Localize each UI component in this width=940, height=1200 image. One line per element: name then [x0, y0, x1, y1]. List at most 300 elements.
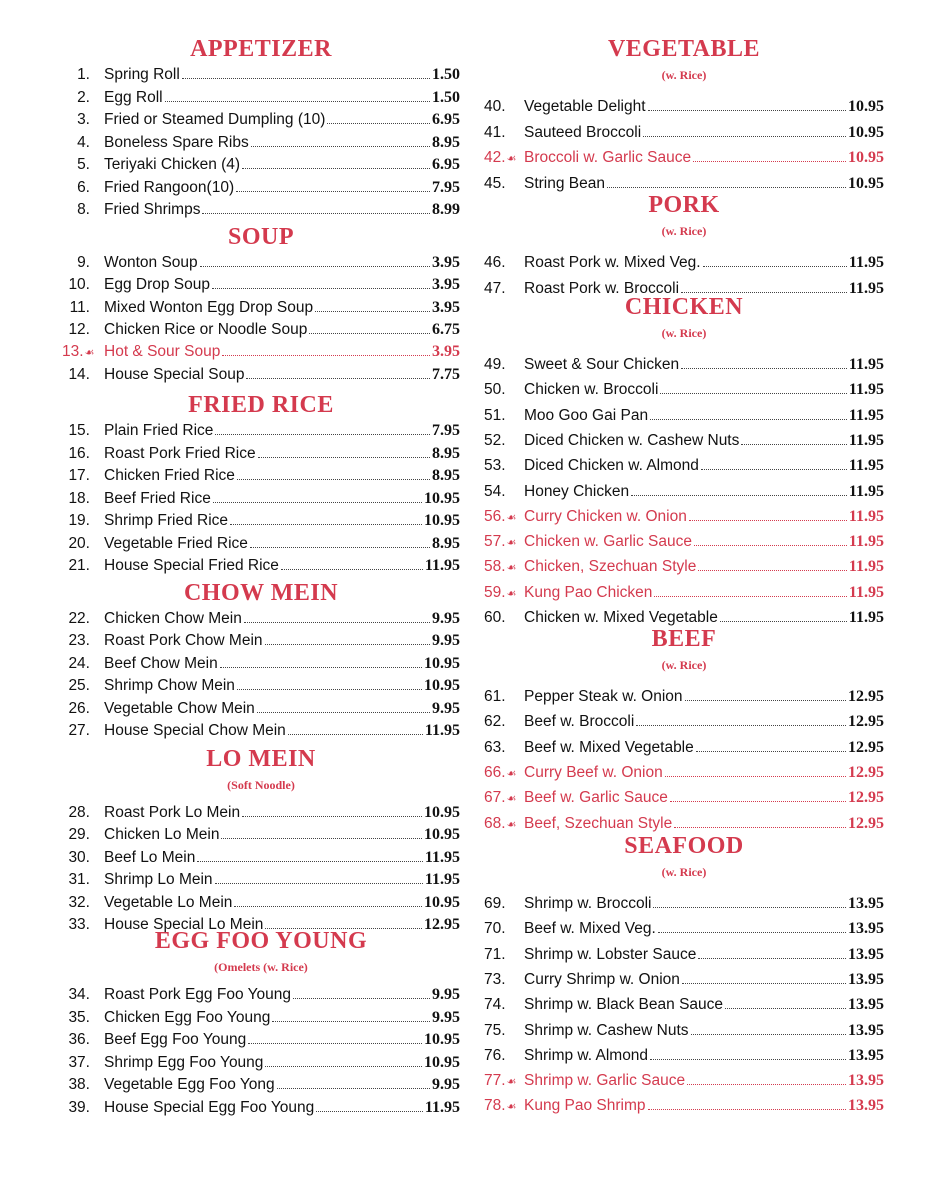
hot-pepper-icon: ☙: [506, 793, 517, 806]
menu-item: [62, 343, 460, 361]
item-name: Roast Pork Fried Rice: [104, 444, 256, 462]
item-name: Shrimp Chow Mein: [104, 677, 235, 695]
dot-leader: [648, 110, 846, 111]
item-number: 37.: [68, 1053, 90, 1071]
item-name: Spring Roll: [104, 66, 180, 83]
item-number: 22.: [68, 610, 90, 627]
dot-leader: [685, 700, 846, 701]
item-number: 1.: [77, 66, 90, 83]
section-subtitle: (w. Rice): [661, 326, 707, 340]
item-name: Roast Pork Chow Mein: [104, 632, 263, 650]
item-number: 46.: [484, 254, 506, 271]
item-price: 10.95: [424, 826, 460, 844]
menu-item: [484, 483, 884, 501]
item-price: 11.95: [848, 583, 884, 601]
dot-leader: [257, 712, 430, 713]
item-price: 11.95: [848, 279, 884, 297]
dot-leader: [698, 958, 846, 959]
dot-leader: [215, 883, 423, 884]
section-title: CHOW MEIN: [183, 580, 339, 606]
item-name: Chicken Chow Mein: [104, 610, 242, 627]
menu-item: [62, 986, 460, 1004]
menu-item: [62, 276, 460, 294]
item-number: 47.: [484, 279, 506, 297]
item-price: 6.95: [432, 111, 460, 128]
item-price: 13.95: [848, 1021, 884, 1039]
item-price: 8.95: [432, 133, 460, 151]
menu-item: [484, 920, 884, 938]
item-price: 11.95: [848, 457, 884, 475]
item-price: 11.95: [848, 558, 884, 576]
hot-pepper-icon: ☙: [506, 511, 517, 524]
item-price: 3.95: [432, 276, 460, 294]
item-name: Roast Pork w. Mixed Veg.: [524, 254, 701, 271]
menu-item: [484, 946, 884, 964]
item-name: Shrimp w. Black Bean Sauce: [524, 996, 724, 1014]
item-number: 36.: [68, 1031, 90, 1048]
dot-leader: [691, 1034, 846, 1035]
section-title: PORK: [648, 192, 720, 218]
dot-leader: [696, 751, 846, 752]
dot-leader: [681, 368, 847, 369]
item-number: 8.: [77, 201, 90, 218]
item-name: Boneless Spare Ribs: [104, 133, 249, 151]
dot-leader: [182, 78, 430, 79]
dot-leader: [650, 1059, 846, 1060]
item-name: Shrimp w. Lobster Sauce: [524, 945, 697, 963]
item-number: 31.: [68, 871, 90, 889]
item-price: 10.95: [424, 654, 460, 672]
item-number: 4.: [77, 133, 90, 151]
item-name: Fried Shrimps: [104, 201, 201, 218]
item-price: 11.95: [424, 557, 460, 574]
menu-item: [484, 688, 884, 706]
hot-pepper-icon: ☙: [506, 537, 517, 550]
menu-item: [484, 558, 884, 576]
menu-item: [484, 508, 884, 526]
section-title: APPETIZER: [190, 36, 332, 62]
menu-item: [62, 201, 460, 219]
item-price: 11.95: [848, 507, 884, 525]
item-name: House Special Fried Rice: [104, 557, 279, 574]
item-number: 12.: [68, 320, 90, 338]
dot-leader: [316, 1111, 423, 1112]
item-number: 11.: [69, 298, 90, 316]
item-price: 10.95: [424, 1031, 460, 1048]
item-price: 9.95: [432, 610, 460, 627]
item-name: Chicken Fried Rice: [104, 467, 235, 484]
section-title: LO MEIN: [206, 746, 316, 772]
menu-item: [62, 871, 460, 889]
menu-item: [62, 445, 460, 463]
menu-item: [62, 1031, 460, 1049]
item-price: 10.95: [848, 149, 884, 166]
section-subtitle: (w. Rice): [661, 865, 707, 879]
dot-leader: [165, 101, 430, 102]
item-price: 1.50: [432, 66, 460, 83]
dot-leader: [654, 596, 846, 597]
item-name: Kung Pao Chicken: [524, 583, 653, 601]
item-price: 11.95: [848, 482, 884, 500]
menu-item: [484, 584, 884, 602]
dot-leader: [215, 434, 430, 435]
item-number: 63.: [484, 738, 506, 756]
menu-item: [484, 457, 884, 475]
item-name: Shrimp Lo Mein: [104, 871, 213, 889]
item-price: 10.95: [848, 98, 884, 115]
menu-item: [62, 254, 460, 272]
item-name: Sauteed Broccoli: [524, 123, 642, 141]
item-price: 9.95: [432, 1076, 460, 1093]
item-number: 66.☙: [484, 763, 517, 781]
hot-pepper-icon: ☙: [506, 153, 517, 165]
menu-item: [62, 722, 460, 740]
item-number: 18.: [68, 489, 90, 507]
section-subtitle: (w. Rice): [661, 68, 707, 82]
item-price: 8.95: [432, 534, 460, 552]
hot-pepper-icon: ☙: [506, 562, 517, 575]
item-number: 19.: [68, 512, 90, 529]
dot-leader: [631, 495, 847, 496]
item-name: Egg Roll: [104, 88, 163, 106]
dot-leader: [643, 136, 846, 137]
dot-leader: [658, 932, 846, 933]
item-number: 41.: [484, 123, 506, 141]
item-name: Vegetable Egg Foo Yong: [104, 1076, 275, 1093]
item-price: 11.95: [424, 722, 460, 739]
item-number: 71.: [484, 945, 506, 963]
item-price: 10.95: [848, 123, 884, 141]
item-price: 10.95: [424, 1053, 460, 1071]
item-price: 11.95: [848, 356, 884, 373]
dot-leader: [242, 816, 422, 817]
menu-item: [62, 557, 460, 575]
item-number: 69.: [484, 895, 506, 912]
item-number: 68.☙: [484, 814, 517, 832]
menu-item: [62, 490, 460, 508]
menu-item: [62, 826, 460, 844]
item-number: 2.: [77, 88, 90, 106]
item-name: Vegetable Chow Mein: [104, 699, 255, 717]
item-name: Chicken Rice or Noodle Soup: [104, 320, 308, 338]
item-number: 15.: [68, 422, 90, 439]
dot-leader: [665, 776, 846, 777]
item-number: 20.: [68, 534, 90, 552]
item-price: 6.75: [432, 320, 460, 338]
item-price: 12.95: [848, 688, 884, 705]
menu-item: [62, 467, 460, 485]
item-name: Moo Goo Gai Pan: [524, 406, 649, 424]
item-name: Beef Lo Mein: [104, 848, 196, 866]
item-price: 3.95: [432, 254, 460, 271]
item-number: 10.: [68, 276, 90, 294]
dot-leader: [258, 457, 430, 458]
item-name: Shrimp Egg Foo Young: [104, 1053, 264, 1071]
dot-leader: [222, 355, 430, 356]
item-price: 7.95: [432, 178, 460, 196]
item-price: 10.95: [424, 677, 460, 695]
item-price: 11.95: [848, 254, 884, 271]
item-name: House Special Egg Foo Young: [104, 1098, 315, 1116]
item-name: Honey Chicken: [524, 482, 630, 500]
item-name: Beef w. Broccoli: [524, 713, 635, 731]
menu-item: [62, 535, 460, 553]
item-name: Shrimp Fried Rice: [104, 512, 229, 529]
item-number: 27.: [68, 722, 90, 739]
dot-leader: [200, 266, 430, 267]
item-price: 11.95: [848, 609, 884, 626]
item-name: Shrimp w. Broccoli: [524, 895, 652, 912]
dot-leader: [720, 621, 847, 622]
dot-leader: [725, 1008, 846, 1009]
item-price: 11.95: [848, 431, 884, 449]
dot-leader: [251, 146, 430, 147]
menu-item: [484, 713, 884, 731]
item-name: Shrimp w. Garlic Sauce: [524, 1072, 686, 1090]
menu-item: [484, 1097, 884, 1115]
item-price: 11.95: [424, 871, 460, 889]
dot-leader: [315, 311, 430, 312]
item-name: Broccoli w. Garlic Sauce: [524, 149, 692, 166]
item-number: 35.: [68, 1008, 90, 1026]
item-number: 29.: [68, 826, 90, 844]
item-name: Roast Pork Lo Mein: [104, 804, 241, 821]
menu-item: [62, 89, 460, 107]
menu-item: [62, 111, 460, 129]
menu-item: [62, 134, 460, 152]
item-price: 9.95: [432, 699, 460, 717]
item-price: 12.95: [848, 738, 884, 756]
item-number: 76.: [484, 1046, 506, 1064]
item-number: 5.: [77, 156, 90, 173]
dot-leader: [244, 622, 430, 623]
menu-item: [62, 1076, 460, 1094]
menu-item: [62, 321, 460, 339]
item-number: 49.: [484, 356, 506, 373]
item-name: Roast Pork Egg Foo Young: [104, 986, 291, 1003]
item-name: Teriyaki Chicken (4): [104, 156, 241, 173]
item-price: 9.95: [432, 632, 460, 650]
menu-item: [62, 1054, 460, 1072]
item-number: 74.: [484, 996, 506, 1014]
item-number: 73.: [484, 970, 506, 988]
dot-leader: [236, 191, 430, 192]
menu-item: [62, 179, 460, 197]
menu-item: [484, 175, 884, 193]
menu-item: [62, 894, 460, 912]
dot-leader: [230, 524, 422, 525]
item-name: Plain Fried Rice: [104, 422, 214, 439]
item-price: 9.95: [432, 1008, 460, 1026]
menu-item: [62, 299, 460, 317]
menu-item: [62, 512, 460, 530]
item-number: 59.☙: [484, 583, 517, 601]
menu-item: [62, 632, 460, 650]
item-name: Beef, Szechuan Style: [524, 814, 673, 832]
item-name: Chicken w. Mixed Vegetable: [524, 609, 718, 626]
item-name: Beef Chow Mein: [104, 654, 218, 672]
item-number: 77.☙: [484, 1072, 517, 1090]
dot-leader: [682, 983, 846, 984]
menu-item: [62, 655, 460, 673]
menu-item: [484, 789, 884, 807]
item-price: 8.99: [432, 201, 460, 218]
item-number: 32.: [68, 893, 90, 911]
item-number: 56.☙: [484, 507, 517, 525]
menu-item: [484, 1072, 884, 1090]
dot-leader: [246, 378, 430, 379]
menu-item: [62, 66, 460, 84]
item-price: 11.95: [848, 533, 884, 551]
dot-leader: [237, 479, 430, 480]
item-price: 10.95: [424, 804, 460, 821]
dot-leader: [681, 292, 847, 293]
dot-leader: [248, 1043, 422, 1044]
dot-leader: [220, 667, 422, 668]
item-number: 25.: [68, 677, 90, 695]
item-price: 9.95: [432, 986, 460, 1003]
dot-leader: [636, 725, 846, 726]
dot-leader: [693, 161, 846, 162]
dot-leader: [698, 570, 847, 571]
item-price: 11.95: [424, 1098, 460, 1116]
item-name: Curry Beef w. Onion: [524, 763, 663, 781]
menu-item: [484, 764, 884, 782]
dot-leader: [660, 393, 846, 394]
hot-pepper-icon: ☙: [506, 767, 517, 780]
item-price: 11.95: [848, 406, 884, 424]
item-number: 3.: [77, 111, 90, 128]
item-name: Chicken w. Garlic Sauce: [524, 533, 692, 551]
item-name: Vegetable Lo Mein: [104, 893, 233, 911]
hot-pepper-icon: ☙: [506, 1101, 517, 1114]
menu-item: [484, 533, 884, 551]
item-price: 13.95: [848, 1072, 884, 1090]
item-number: 23.: [68, 632, 90, 650]
menu-item: [62, 849, 460, 867]
item-number: 28.: [68, 804, 90, 821]
dot-leader: [703, 266, 847, 267]
menu-item: [62, 700, 460, 718]
item-name: Curry Shrimp w. Onion: [524, 970, 680, 988]
item-name: Roast Pork w. Broccoli: [524, 279, 680, 297]
item-number: 24.: [68, 654, 90, 672]
item-number: 67.☙: [484, 789, 517, 807]
menu-item: [484, 254, 884, 272]
item-price: 10.95: [424, 512, 460, 529]
section-title: CHICKEN: [624, 294, 744, 320]
dot-leader: [694, 545, 847, 546]
item-price: 13.95: [848, 996, 884, 1014]
item-name: House Special Lo Mein: [104, 916, 264, 933]
item-number: 61.: [484, 688, 506, 705]
menu-item: [484, 381, 884, 399]
item-price: 10.95: [424, 489, 460, 507]
item-name: House Special Soup: [104, 365, 245, 383]
item-number: 42.☙: [484, 149, 517, 166]
item-number: 78.☙: [484, 1097, 517, 1115]
section-title: SOUP: [227, 224, 294, 250]
item-price: 6.95: [432, 156, 460, 173]
item-price: 13.95: [848, 1046, 884, 1064]
item-name: Curry Chicken w. Onion: [524, 507, 687, 525]
item-price: 1.50: [432, 88, 460, 106]
item-name: Shrimp w. Almond: [524, 1046, 649, 1064]
item-number: 38.: [68, 1076, 90, 1093]
item-price: 13.95: [848, 895, 884, 912]
menu-item: [484, 149, 884, 167]
dot-leader: [237, 689, 422, 690]
menu-item: [484, 609, 884, 627]
item-price: 8.95: [432, 444, 460, 462]
section-subtitle: (w. Rice): [661, 658, 707, 672]
dot-leader: [653, 907, 846, 908]
item-price: 12.95: [848, 763, 884, 781]
dot-leader: [327, 123, 430, 124]
dot-leader: [288, 734, 423, 735]
item-name: Pepper Steak w. Onion: [524, 688, 683, 705]
item-number: 16.: [68, 444, 90, 462]
menu-item: [484, 432, 884, 450]
item-name: Chicken Egg Foo Young: [104, 1008, 271, 1026]
item-number: 75.: [484, 1021, 506, 1039]
item-price: 10.95: [848, 174, 884, 192]
item-name: String Bean: [524, 174, 605, 192]
item-name: Hot & Sour Soup: [104, 343, 221, 361]
dot-leader: [213, 502, 422, 503]
item-price: 3.95: [432, 343, 460, 361]
item-number: 57.☙: [484, 533, 517, 551]
item-name: Shrimp w. Cashew Nuts: [524, 1021, 689, 1039]
section-title: VEGETABLE: [607, 36, 761, 62]
item-name: Sweet & Sour Chicken: [524, 356, 680, 373]
item-name: Mixed Wonton Egg Drop Soup: [104, 298, 314, 316]
item-number: 9.: [77, 254, 90, 271]
item-name: Egg Drop Soup: [104, 276, 210, 294]
hot-pepper-icon: ☙: [506, 818, 517, 831]
item-name: Vegetable Delight: [524, 98, 646, 115]
item-number: 58.☙: [484, 558, 517, 576]
item-name: Kung Pao Shrimp: [524, 1097, 646, 1115]
item-number: 53.: [484, 457, 506, 475]
menu-item: [484, 1047, 884, 1065]
menu-item: [62, 804, 460, 822]
item-price: 13.95: [848, 920, 884, 938]
item-number: 39.: [68, 1098, 90, 1116]
item-number: 14.: [68, 365, 90, 383]
hot-pepper-icon: ☙: [506, 1076, 517, 1089]
dot-leader: [212, 288, 430, 289]
item-price: 8.95: [432, 467, 460, 484]
menu-item: [62, 677, 460, 695]
item-name: Fried or Steamed Dumpling (10): [104, 111, 326, 128]
dot-leader: [242, 168, 430, 169]
dot-leader: [265, 644, 430, 645]
hot-pepper-icon: ☙: [506, 587, 517, 600]
menu-item: [62, 1099, 460, 1117]
section-title: SEAFOOD: [624, 833, 744, 859]
item-price: 7.75: [432, 365, 460, 383]
item-price: 12.95: [848, 814, 884, 832]
dot-leader: [741, 444, 847, 445]
item-number: 50.: [484, 381, 506, 399]
item-number: 33.: [68, 916, 90, 933]
menu-item: [484, 98, 884, 116]
dot-leader: [293, 998, 430, 999]
section-subtitle: (Omelets (w. Rice): [214, 960, 308, 974]
item-price: 12.95: [424, 916, 460, 933]
dot-leader: [197, 861, 423, 862]
